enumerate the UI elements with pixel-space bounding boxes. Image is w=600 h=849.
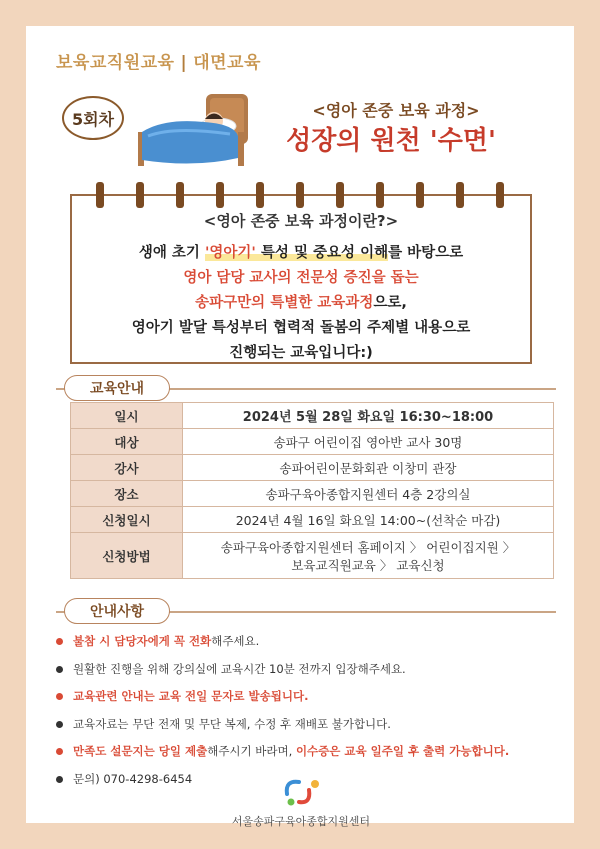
organization-name: 서울송파구육아종합지원센터 [231, 815, 371, 828]
intro-title: <영아 존중 보육 과정이란?> [203, 212, 399, 230]
row-label: 일시 [71, 403, 183, 429]
intro-box [70, 194, 532, 364]
category-right: 대면교육 [193, 53, 261, 73]
sleeping-baby-bed-illustration [134, 88, 254, 173]
binder-tab [216, 182, 224, 208]
row-value [183, 533, 554, 579]
bullet-icon [56, 693, 63, 700]
binder-tab [96, 182, 104, 208]
row-value-line1: 송파구육아종합지원센터 홈페이지 〉 어린이집지원 〉 [220, 539, 516, 555]
binder-tab [296, 182, 304, 208]
row-label: 신청일시 [71, 507, 183, 533]
category-label [56, 48, 261, 73]
table-row [71, 481, 554, 507]
intro-line2: 영아 담당 교사의 전문성 증진을 돕는 [183, 270, 419, 286]
binder-tab [136, 182, 144, 208]
notice-text: 불참 시 담당자에게 꼭 전화 [73, 634, 212, 648]
binder-tab [416, 182, 424, 208]
row-value-line2: 보육교직원교육 〉 교육신청 [291, 557, 445, 573]
intro-line4: 영아기 발달 특성부터 협력적 돌봄의 주제별 내용으로 [131, 320, 471, 336]
row-label: 신청방법 [71, 533, 183, 579]
education-info-heading: 교육안내 [64, 375, 170, 401]
row-label: 대상 [71, 429, 183, 455]
binder-tab [376, 182, 384, 208]
row-label: 장소 [71, 481, 183, 507]
center-logo-icon [281, 774, 325, 810]
intro-line3-a: 송파구만의 특별한 교육과정 [195, 295, 374, 311]
row-label: 강사 [71, 455, 183, 481]
notice-heading: 안내사항 [64, 598, 170, 624]
row-value: 송파구육아종합지원센터 4층 2강의실 [183, 481, 554, 507]
session-badge: 5회차 [62, 96, 124, 140]
notice-text: 교육자료는 무단 전재 및 무단 복제, 수정 후 재배포 불가합니다. [73, 716, 391, 731]
row-value: 송파구 어린이집 영아반 교사 30명 [183, 429, 554, 455]
list-item [56, 744, 556, 759]
row-value: 송파어린이문화회관 이창미 관장 [183, 455, 554, 481]
binder-tab [336, 182, 344, 208]
notice-text: 원활한 진행을 위해 강의실에 교육시간 10분 전까지 입장해주세요. [73, 661, 406, 676]
list-item [56, 689, 556, 704]
main-title: 성장의 원천 '수면' [286, 126, 496, 156]
binder-tab [456, 182, 464, 208]
intro-line1-a: 생애 초기 [138, 245, 205, 261]
bullet-icon [56, 748, 63, 755]
education-info-table [70, 402, 554, 579]
notice-text: 만족도 설문지는 당일 제출 [73, 744, 208, 758]
poster [26, 26, 574, 828]
intro-text [72, 241, 530, 366]
row-value: 2024년 4월 16일 화요일 14:00~(선착순 마감) [183, 507, 554, 533]
binder-tab [176, 182, 184, 208]
category-left: 보육교직원교육 [56, 53, 175, 73]
table-row [71, 403, 554, 429]
notice-text: 이수증은 교육 일주일 후 출력 가능합니다. [295, 744, 510, 758]
list-item [56, 662, 556, 677]
list-item [56, 634, 556, 649]
table-row [71, 533, 554, 579]
category-separator: | [180, 53, 188, 73]
bullet-icon [56, 666, 63, 673]
intro-line1-b: '영아기' [204, 245, 256, 261]
table-row [71, 455, 554, 481]
list-item [56, 717, 556, 732]
notice-text: 문의) 070-4298-6454 [73, 771, 193, 786]
notice-text: 교육관련 안내는 교육 전일 문자로 발송됩니다. [73, 689, 309, 703]
table-row [71, 507, 554, 533]
notice-text: 해주세요. [211, 634, 260, 648]
course-name: <영아 존중 보육 과정> [312, 101, 480, 120]
table-row [71, 429, 554, 455]
bullet-icon [56, 776, 63, 783]
binder-tab [256, 182, 264, 208]
intro-line1-c: 특성 및 중요성 이해 [255, 245, 389, 261]
intro-line5: 진행되는 교육입니다:) [229, 345, 373, 361]
row-value: 2024년 5월 28일 화요일 16:30~18:00 [183, 403, 554, 429]
intro-line1-d: 를 바탕으로 [388, 245, 464, 261]
binder-tab [496, 182, 504, 208]
intro-line3-b: 으로, [373, 295, 407, 311]
notice-text: 해주시기 바라며, [207, 744, 296, 758]
bullet-icon [56, 638, 63, 645]
bullet-icon [56, 721, 63, 728]
